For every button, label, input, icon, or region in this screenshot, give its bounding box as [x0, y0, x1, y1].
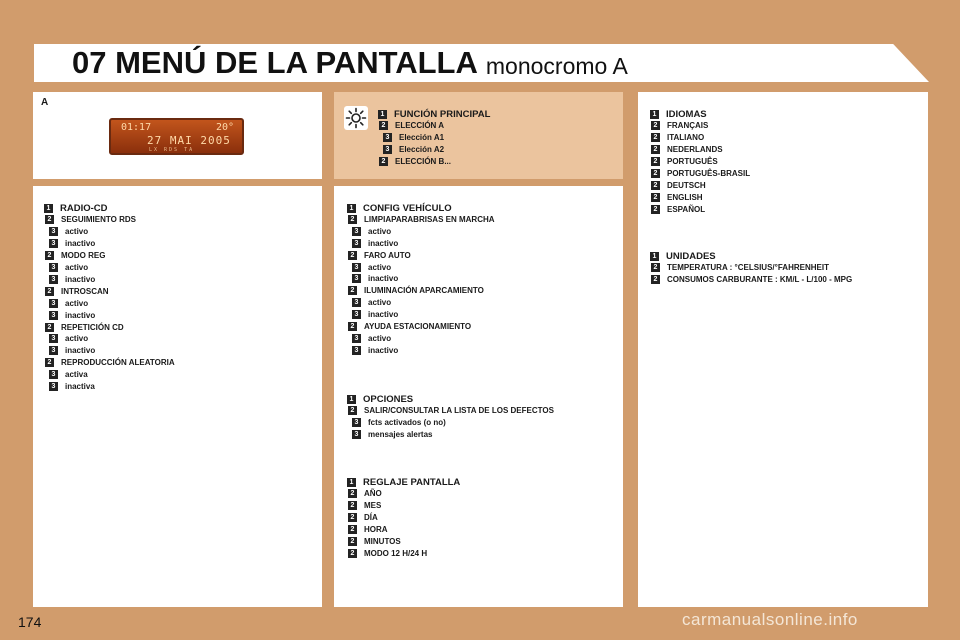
- level-badge-icon: 2: [45, 323, 54, 332]
- menu-item-level-3: [352, 310, 398, 319]
- level-badge-icon: 3: [49, 311, 58, 320]
- menu-item-level-3: [352, 298, 391, 307]
- level-badge-icon: 1: [650, 252, 659, 261]
- menu-item-level-2: [348, 537, 401, 546]
- level-badge-icon: 1: [347, 478, 356, 487]
- menu-item-label: TEMPERATURA : °CELSIUS/°FAHRENHEIT: [667, 263, 829, 272]
- menu-item-level-3: [352, 227, 391, 236]
- level-badge-icon: 3: [352, 418, 361, 427]
- menu-item-label: ILUMINACIÓN APARCAMIENTO: [364, 286, 484, 296]
- menu-item-label: MODO REG: [61, 250, 106, 260]
- menu-item-label: Elección A2: [399, 145, 445, 154]
- menu-item-label: activo: [65, 226, 89, 236]
- level-badge-icon: 2: [348, 549, 357, 558]
- level-badge-icon: 2: [651, 275, 660, 284]
- menu-item-label: FARO AUTO: [364, 250, 411, 260]
- menu-item-label: RADIO-CD: [60, 203, 108, 214]
- menu-item-label: FRANÇAIS: [667, 121, 709, 130]
- menu-item-level-3: [49, 346, 95, 355]
- lightbulb-icon: [344, 106, 368, 130]
- menu-item-level-3: [352, 263, 391, 272]
- display-temp: 20°: [215, 122, 234, 133]
- menu-item-label: OPCIONES: [363, 394, 414, 405]
- menu-item-label: UNIDADES: [666, 251, 716, 262]
- menu-item-label: inactivo: [368, 310, 399, 320]
- level-badge-icon: 3: [49, 346, 58, 355]
- menu-item-label: AÑO: [364, 489, 382, 498]
- menu-item-label: activo: [368, 262, 392, 272]
- level-badge-icon: 2: [651, 193, 660, 202]
- menu-item-label: inactivo: [65, 238, 96, 248]
- menu-item-label: AYUDA ESTACIONAMIENTO: [364, 322, 472, 331]
- level-badge-icon: 1: [650, 110, 659, 119]
- menu-item-level-2: [348, 549, 427, 558]
- display-indicators: LX RDS TA: [149, 147, 195, 153]
- menu-item-level-2: [45, 251, 105, 260]
- menu-item-level-3: [49, 382, 95, 391]
- menu-item-level-3: [352, 274, 398, 283]
- menu-item-level-3: [352, 346, 398, 355]
- level-badge-icon: 1: [347, 204, 356, 213]
- menu-item-label: CONFIG VEHÍCULO: [363, 203, 452, 214]
- menu-item-label: DÍA: [364, 513, 378, 522]
- menu-item-level-3: [352, 334, 391, 343]
- level-badge-icon: 2: [348, 406, 357, 415]
- menu-item-level-2: [651, 263, 829, 272]
- level-badge-icon: 2: [45, 215, 54, 224]
- menu-item-level-2: [651, 193, 703, 202]
- menu-item-label: ESPAÑOL: [667, 205, 706, 214]
- menu-item-level-2: [45, 215, 136, 224]
- menu-item-level-2: [651, 205, 705, 214]
- display-time: 01:17: [121, 122, 152, 133]
- level-badge-icon: 3: [352, 298, 361, 307]
- menu-item-label: inactivo: [368, 238, 399, 248]
- level-badge-icon: 2: [348, 525, 357, 534]
- menu-item-level-3: [383, 145, 444, 154]
- menu-item-label: PORTUGUÊS: [667, 157, 718, 166]
- menu-item-label: REPRODUCCIÓN ALEATORIA: [61, 358, 175, 368]
- menu-item-label: mensajes alertas: [368, 430, 433, 439]
- level-badge-icon: 2: [651, 263, 660, 272]
- page-title: [72, 44, 628, 82]
- menu-item-level-2: [348, 251, 411, 260]
- menu-item-label: inactivo: [65, 310, 96, 320]
- menu-item-label: inactivo: [65, 346, 96, 356]
- menu-item-label: activo: [368, 333, 392, 343]
- menu-item-label: activo: [65, 262, 89, 272]
- title-main: 07 MENÚ DE LA PANTALLA: [72, 45, 478, 80]
- menu-item-label: REGLAJE PANTALLA: [363, 477, 461, 488]
- menu-item-level-1: [347, 394, 413, 405]
- menu-item-level-1: [347, 203, 452, 214]
- level-badge-icon: 2: [348, 513, 357, 522]
- menu-item-level-2: [651, 121, 708, 130]
- page-number: 174: [18, 614, 42, 630]
- monochrome-display: [109, 118, 244, 155]
- menu-item-level-3: [49, 239, 95, 248]
- menu-item-level-2: [348, 501, 381, 510]
- menu-item-level-1: [44, 203, 108, 214]
- menu-item-level-1: [650, 251, 716, 262]
- menu-item-level-2: [45, 323, 124, 332]
- menu-item-level-2: [348, 489, 382, 498]
- menu-item-level-3: [352, 239, 398, 248]
- level-badge-icon: 2: [348, 251, 357, 260]
- level-badge-icon: 2: [348, 322, 357, 331]
- menu-item-label: ELECCIÓN A: [395, 121, 445, 130]
- level-badge-icon: 3: [352, 430, 361, 439]
- level-badge-icon: 3: [352, 334, 361, 343]
- menu-item-label: inactivo: [65, 274, 96, 284]
- menu-item-label: CONSUMOS CARBURANTE : KM/L - L/100 - MPG: [667, 275, 853, 284]
- menu-item-level-2: [348, 406, 554, 415]
- menu-item-level-1: [378, 109, 490, 120]
- level-badge-icon: 2: [651, 133, 660, 142]
- menu-item-label: IDIOMAS: [666, 109, 707, 120]
- level-badge-icon: 2: [45, 251, 54, 260]
- level-badge-icon: 3: [49, 370, 58, 379]
- menu-item-label: SALIR/CONSULTAR LA LISTA DE LOS DEFECTOS: [364, 406, 554, 415]
- menu-item-level-3: [49, 263, 88, 272]
- level-badge-icon: 3: [352, 239, 361, 248]
- menu-item-level-2: [651, 275, 852, 284]
- menu-item-level-2: [45, 287, 109, 296]
- title-sub: monocromo A: [485, 52, 628, 79]
- level-badge-icon: 3: [383, 145, 392, 154]
- menu-item-label: activa: [65, 370, 88, 380]
- menu-item-label: DEUTSCH: [667, 181, 706, 190]
- menu-item-level-3: [49, 334, 88, 343]
- menu-item-level-3: [352, 430, 433, 439]
- display-date: 27 MAI 2005: [147, 134, 231, 147]
- menu-item-label: inactivo: [368, 345, 399, 355]
- level-badge-icon: 3: [49, 299, 58, 308]
- menu-item-label: LIMPIAPARABRISAS EN MARCHA: [364, 214, 495, 224]
- menu-item-level-2: [651, 181, 706, 190]
- menu-item-label: fcts activados (o no): [368, 418, 446, 427]
- menu-item-level-2: [379, 157, 451, 166]
- menu-item-level-1: [650, 109, 707, 120]
- menu-item-level-2: [348, 322, 471, 331]
- level-badge-icon: 2: [45, 358, 54, 367]
- menu-item-level-2: [348, 525, 388, 534]
- level-badge-icon: 3: [352, 274, 361, 283]
- image-label: A: [41, 97, 49, 108]
- menu-item-label: ELECCIÓN B...: [395, 157, 452, 166]
- level-badge-icon: 2: [45, 287, 54, 296]
- menu-item-label: MODO 12 H/24 H: [364, 549, 428, 558]
- level-badge-icon: 3: [49, 382, 58, 391]
- level-badge-icon: 3: [352, 310, 361, 319]
- level-badge-icon: 1: [378, 110, 387, 119]
- level-badge-icon: 1: [44, 204, 53, 213]
- level-badge-icon: 3: [49, 275, 58, 284]
- menu-item-level-2: [348, 286, 484, 295]
- display-image-panel: [33, 92, 322, 179]
- level-badge-icon: 1: [347, 395, 356, 404]
- level-badge-icon: 2: [651, 157, 660, 166]
- level-badge-icon: 2: [348, 215, 357, 224]
- menu-item-level-3: [383, 133, 444, 142]
- menu-item-level-3: [49, 299, 88, 308]
- level-badge-icon: 2: [348, 286, 357, 295]
- level-badge-icon: 3: [383, 133, 392, 142]
- level-badge-icon: 2: [651, 169, 660, 178]
- menu-item-level-2: [651, 145, 723, 154]
- level-badge-icon: 3: [49, 263, 58, 272]
- menu-item-level-3: [352, 418, 446, 427]
- level-badge-icon: 3: [49, 227, 58, 236]
- menu-item-label: MINUTOS: [364, 537, 401, 546]
- menu-item-level-2: [379, 121, 444, 130]
- menu-item-label: HORA: [364, 525, 388, 534]
- menu-item-level-3: [49, 311, 95, 320]
- menu-item-level-2: [651, 133, 704, 142]
- menu-item-label: activo: [65, 298, 89, 308]
- level-badge-icon: 2: [651, 121, 660, 130]
- menu-item-label: NEDERLANDS: [667, 145, 723, 154]
- menu-item-label: activo: [368, 226, 392, 236]
- level-badge-icon: 3: [49, 239, 58, 248]
- level-badge-icon: 2: [651, 145, 660, 154]
- menu-item-label: PORTUGUÊS-BRASIL: [667, 169, 751, 178]
- level-badge-icon: 3: [352, 227, 361, 236]
- menu-item-label: ENGLISH: [667, 193, 703, 202]
- menu-item-level-2: [651, 169, 750, 178]
- level-badge-icon: 3: [352, 346, 361, 355]
- menu-item-label: INTROSCAN: [61, 286, 109, 296]
- menu-item-level-2: [348, 215, 495, 224]
- menu-item-label: MES: [364, 501, 382, 510]
- level-badge-icon: 2: [651, 181, 660, 190]
- menu-item-label: ITALIANO: [667, 133, 705, 142]
- menu-item-level-3: [49, 275, 95, 284]
- menu-item-label: inactiva: [65, 382, 95, 392]
- menu-item-level-2: [348, 513, 378, 522]
- main-function-panel: [334, 92, 623, 179]
- level-badge-icon: 2: [379, 157, 388, 166]
- level-badge-icon: 3: [49, 334, 58, 343]
- menu-item-label: FUNCIÓN PRINCIPAL: [394, 109, 491, 120]
- watermark: carmanualsonline.info: [682, 610, 858, 629]
- menu-item-label: activo: [65, 334, 89, 344]
- menu-item-label: activo: [368, 298, 392, 308]
- level-badge-icon: 2: [348, 501, 357, 510]
- radio-cd-panel: [33, 186, 322, 607]
- menu-item-label: SEGUIMIENTO RDS: [61, 214, 136, 224]
- level-badge-icon: 2: [348, 537, 357, 546]
- menu-item-level-1: [347, 477, 460, 488]
- menu-item-level-3: [49, 227, 88, 236]
- level-badge-icon: 2: [379, 121, 388, 130]
- menu-item-level-2: [45, 358, 175, 367]
- menu-item-level-3: [49, 370, 88, 379]
- menu-item-label: Elección A1: [399, 133, 445, 142]
- menu-item-label: inactivo: [368, 274, 399, 284]
- menu-item-label: REPETICIÓN CD: [61, 322, 124, 332]
- level-badge-icon: 2: [651, 205, 660, 214]
- menu-item-level-2: [651, 157, 718, 166]
- level-badge-icon: 3: [352, 263, 361, 272]
- level-badge-icon: 2: [348, 489, 357, 498]
